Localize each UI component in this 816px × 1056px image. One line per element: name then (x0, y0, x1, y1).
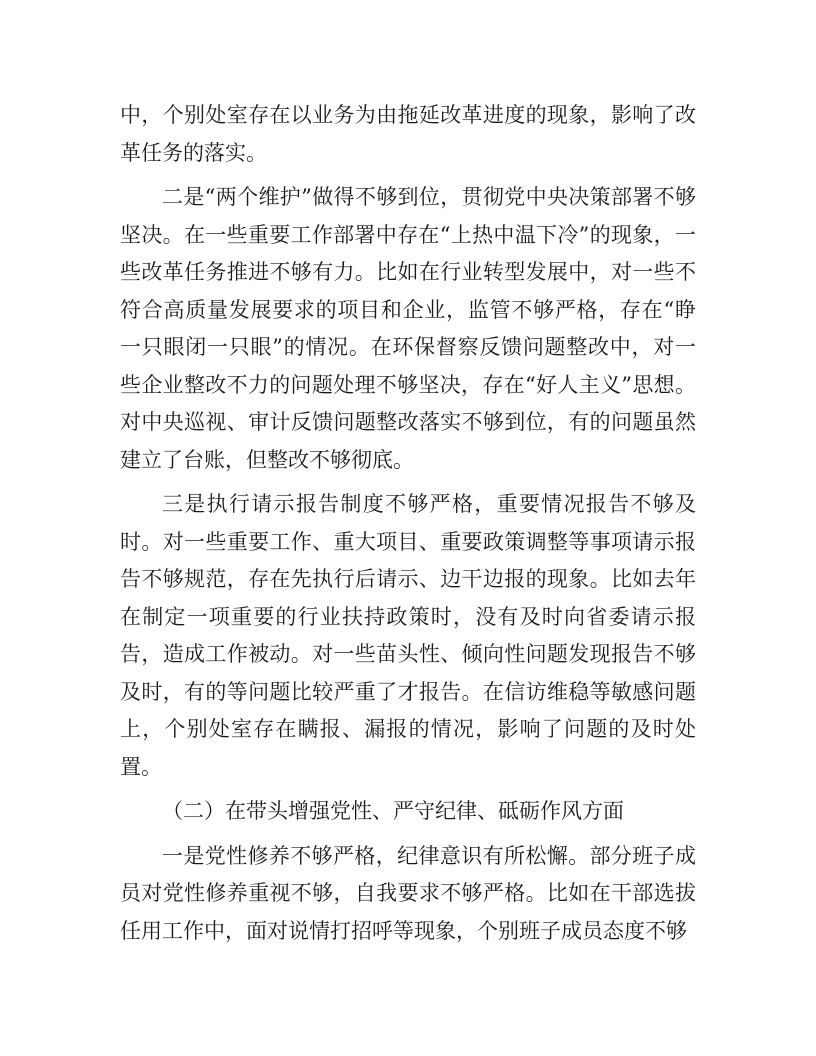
document-body (120, 97, 696, 950)
paragraph-continuation: 中，个别处室存在以业务为由拖延改革进度的现象，影响了改革任务的落实。 (120, 103, 696, 165)
paragraph-reporting-system: 三是执行请示报告制度不够严格，重要情况报告不够及时。对一些重要工作、重大项目、重要政策调整等事项请示报告不够规范，存在先执行后请示、边干边报的现象。比如去年在制定一项重要的行业扶持政策时，没有及时向省委请示报告，造成工作被动。对一些苗头性、倾向性问题发现报告不够及时，有的等问题比较严重了才报告。在信访维稳等敏感问题上，个别处室存在瞒报、漏报的情况，影响了问题的及时处置。 (120, 492, 696, 779)
paragraph-party-spirit: 一是党性修养不够严格，纪律意识有所松懈。部分班子成员对党性修养重视不够，自我要求不够严格。比如在干部选拔任用工作中，面对说情打招呼等现象，个别班子成员态度不够 (120, 843, 696, 943)
section-heading: （二）在带头增强党性、严守纪律、砥砺作风方面 (162, 799, 624, 823)
paragraph-two-maintenances: 二是“两个维护”做得不够到位，贯彻党中央决策部署不够坚决。在一些重要工作部署中存在“上热中温下冷”的现象，一些改革任务推进不够有力。比如在行业转型发展中，对一些不符合高质量发展要求的项目和企业，监管不够严格，存在“睁一只眼闭一只眼”的情况。在环保督察反馈问题整改中，对一些企业整改不力的问题处理不够坚决，存在“好人主义”思想。对中央巡视、审计反馈问题整改落实不够到位，有的问题虽然建立了台账，但整改不够彻底。 (120, 185, 696, 472)
